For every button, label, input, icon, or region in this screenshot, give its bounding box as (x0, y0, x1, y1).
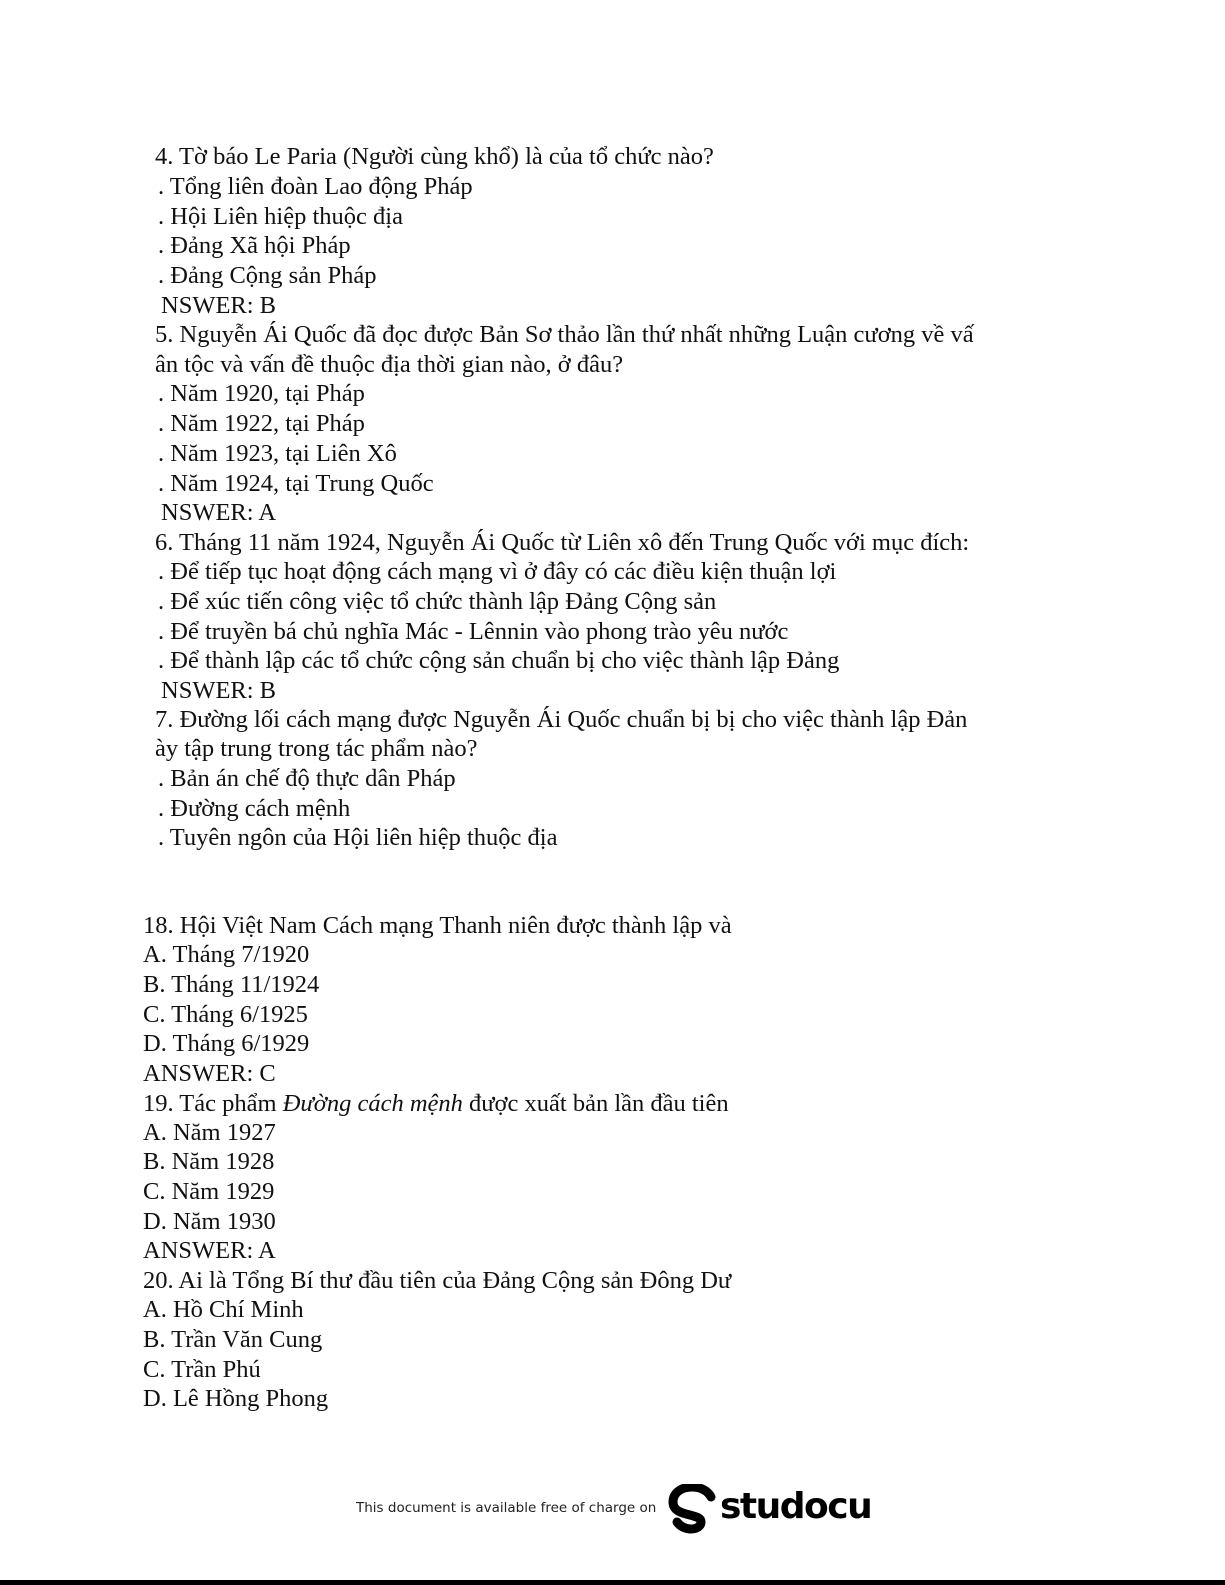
question-7-option: . Đường cách mệnh (158, 795, 351, 822)
question-6-option: . Để xúc tiến công việc tổ chức thành lập Đảng Cộng sản (158, 588, 717, 615)
question-4: 4. Tờ báo Le Paria (Người cùng khổ) là của tổ chức nào? (155, 143, 714, 170)
question-19-option: C. Năm 1929 (143, 1178, 275, 1205)
question-18-option: A. Tháng 7/1920 (143, 941, 310, 968)
question-4-answer: NSWER: B (161, 292, 277, 319)
question-5: 5. Nguyễn Ái Quốc đã đọc được Bản Sơ thảo lần thứ nhất những Luận cương về vấ (155, 321, 974, 348)
question-6-answer: NSWER: B (161, 677, 277, 704)
question-5-continued: ân tộc và vấn đề thuộc địa thời gian nào, ở đâu? (155, 351, 624, 378)
question-4-option: . Tổng liên đoàn Lao động Pháp (158, 173, 473, 200)
question-4-option: . Đảng Xã hội Pháp (158, 232, 351, 259)
question-18-option: D. Tháng 6/1929 (143, 1030, 310, 1057)
question-7-option: . Bản án chế độ thực dân Pháp (158, 765, 456, 792)
question-5-option: . Năm 1920, tại Pháp (158, 380, 365, 407)
question-5-option: . Năm 1924, tại Trung Quốc (158, 470, 434, 497)
studocu-logo-wordmark[interactable]: studocu (720, 1486, 872, 1527)
question-18-option: C. Tháng 6/1925 (143, 1001, 308, 1028)
question-20-option: D. Lê Hồng Phong (143, 1385, 329, 1412)
question-6-option: . Để thành lập các tổ chức cộng sản chuẩn bị cho việc thành lập Đảng (158, 647, 840, 674)
question-19-option: A. Năm 1927 (143, 1119, 276, 1146)
question-19-option: B. Năm 1928 (143, 1148, 275, 1175)
question-20: 20. Ai là Tổng Bí thư đầu tiên của Đảng Cộng sản Đông Dư (143, 1267, 732, 1294)
question-5-answer: NSWER: A (161, 499, 277, 526)
question-5-option: . Năm 1923, tại Liên Xô (158, 440, 397, 467)
question-19-answer: ANSWER: A (143, 1237, 276, 1264)
question-19-prefix: 19. Tác phẩm (143, 1090, 283, 1117)
question-7: 7. Đường lối cách mạng được Nguyễn Ái Quốc chuẩn bị bị cho việc thành lập Đản (155, 706, 968, 733)
question-5-option: . Năm 1922, tại Pháp (158, 410, 365, 437)
question-6: 6. Tháng 11 năm 1924, Nguyễn Ái Quốc từ Liên xô đến Trung Quốc với mục đích: (155, 529, 970, 556)
question-6-option: . Để truyền bá chủ nghĩa Mác - Lênnin vào phong trào yêu nước (158, 618, 789, 645)
question-18-answer: ANSWER: C (143, 1060, 276, 1087)
question-19-option: D. Năm 1930 (143, 1208, 276, 1235)
question-4-option: . Đảng Cộng sản Pháp (158, 262, 377, 289)
question-7-continued: ày tập trung trong tác phẩm nào? (155, 735, 478, 762)
studocu-logo-icon[interactable] (668, 1484, 716, 1534)
question-20-option: C. Trần Phú (143, 1356, 261, 1383)
question-19 (143, 1089, 729, 1119)
question-20-option: B. Trần Văn Cung (143, 1326, 323, 1353)
question-19-suffix: được xuất bản lần đầu tiên (462, 1090, 729, 1117)
question-20-option: A. Hồ Chí Minh (143, 1296, 304, 1323)
question-6-option: . Để tiếp tục hoạt động cách mạng vì ở đây có các điều kiện thuận lợi (158, 558, 837, 585)
page-bottom-border (0, 1580, 1225, 1585)
question-7-option: . Tuyên ngôn của Hội liên hiệp thuộc địa (158, 824, 558, 851)
question-4-option: . Hội Liên hiệp thuộc địa (158, 203, 403, 230)
question-18-option: B. Tháng 11/1924 (143, 971, 320, 998)
question-18: 18. Hội Việt Nam Cách mạng Thanh niên được thành lập và (143, 912, 732, 939)
question-19-book-title: Đường cách mệnh (282, 1090, 463, 1117)
footer-note: This document is available free of charge on (356, 1500, 657, 1516)
studocu-footer (0, 1484, 1225, 1534)
